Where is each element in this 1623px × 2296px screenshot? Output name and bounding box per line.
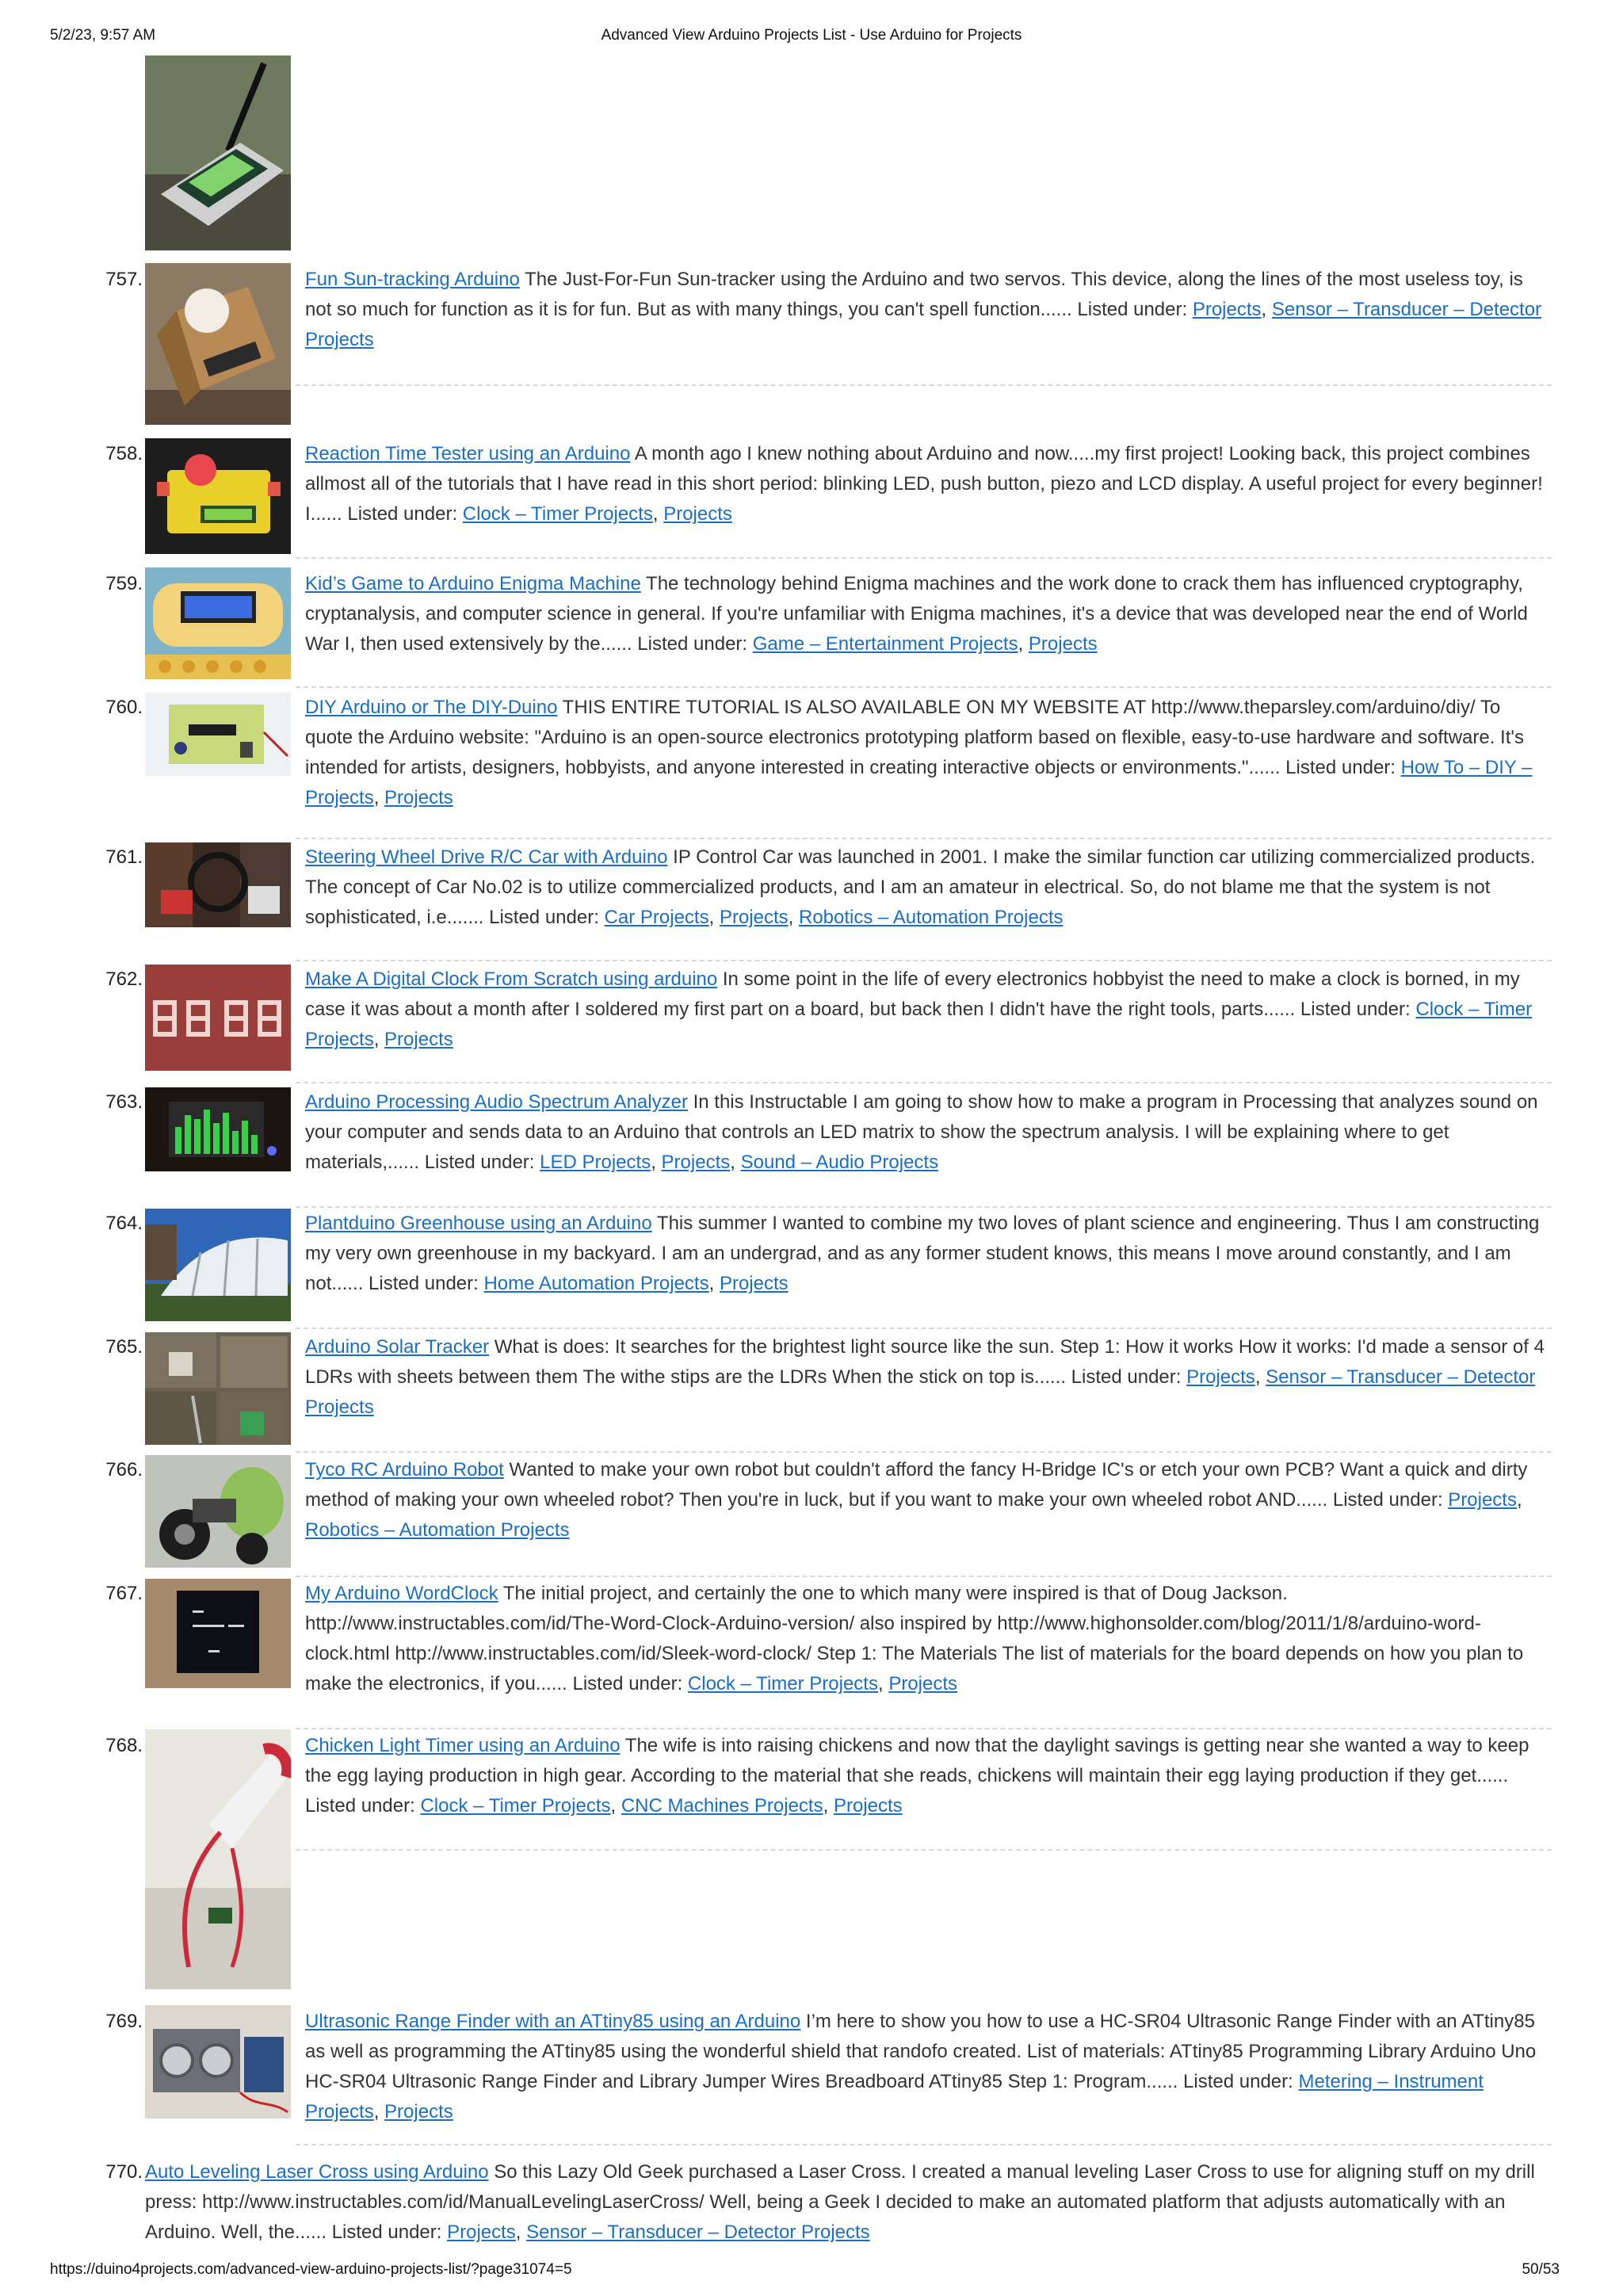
print-datetime: 5/2/23, 9:57 AM [50, 27, 156, 44]
category-link[interactable]: Projects [663, 503, 732, 525]
item-text: Arduino Solar Tracker What is does: It searches for the brightest light source like the sun. Step 1: How it works How it works: I'd made a sensor of 4 LDRs with sheets between them The withe stips are the LDRs When the stick on top is...... Listed under: Projects, Sensor – Transducer – Detector Projects [305, 1336, 1545, 1418]
category-link[interactable]: Clock – Timer Projects [305, 999, 1533, 1050]
category-link[interactable]: Sensor – Transducer – Detector Projects [526, 2222, 870, 2243]
category-link[interactable]: Sound – Audio Projects [740, 1152, 939, 1173]
category-link[interactable]: Projects [1028, 633, 1098, 655]
category-link[interactable]: Projects [661, 1152, 731, 1173]
thumbnail-diy-duino[interactable] [145, 693, 291, 776]
project-link[interactable]: Arduino Processing Audio Spectrum Analyzer [305, 1091, 688, 1113]
thumbnail-wordclock[interactable] [145, 1579, 291, 1688]
item-number: 770. [105, 2161, 143, 2183]
thumbnail-digital-clock[interactable] [145, 965, 291, 1071]
divider [296, 1451, 1552, 1453]
project-link[interactable]: Steering Wheel Drive R/C Car with Arduino [305, 846, 668, 868]
category-link[interactable]: Projects [719, 1273, 789, 1294]
item-number: 761. [105, 846, 143, 868]
item-text: Steering Wheel Drive R/C Car with Arduino IP Control Car was launched in 2001. I make the similar function car utilizing commercialized products. The concept of Car No.02 is to utilize commercialized products, and I am an amateur in electrical. So, do not blame me that the system is not sophisticated, i.e....... Listed under: Car Projects, Projects, Robotics – Automation Projects [305, 846, 1536, 928]
thumbnail-sun-tracker[interactable] [145, 263, 291, 425]
project-link[interactable]: Ultrasonic Range Finder with an ATtiny85 using an Arduino [305, 2011, 801, 2032]
project-link[interactable]: Fun Sun-tracking Arduino [305, 269, 520, 290]
project-link[interactable]: Kid’s Game to Arduino Enigma Machine [305, 573, 641, 594]
item-number: 766. [105, 1459, 143, 1480]
divider [296, 960, 1552, 961]
category-link[interactable]: Home Automation Projects [483, 1273, 709, 1294]
category-link[interactable]: Clock – Timer Projects [462, 503, 653, 525]
category-link[interactable]: Metering – Instrument Projects [305, 2071, 1484, 2122]
item-number: 758. [105, 443, 143, 464]
item-number: 762. [105, 968, 143, 990]
item-number: 768. [105, 1735, 143, 1756]
category-link[interactable]: Robotics – Automation Projects [798, 907, 1064, 928]
thumbnail-chicken-light-timer[interactable] [145, 1729, 291, 1989]
divider [296, 2144, 1552, 2145]
thumbnail-lcd-antenna[interactable] [145, 55, 291, 250]
item-number: 763. [105, 1091, 143, 1113]
thumbnail-rc-car[interactable] [145, 842, 291, 927]
thumbnail-greenhouse[interactable] [145, 1209, 291, 1321]
category-link[interactable]: Sensor – Transducer – Detector Projects [305, 1366, 1536, 1418]
project-link[interactable]: Auto Leveling Laser Cross using Arduino [145, 2161, 489, 2183]
item-text: Make A Digital Clock From Scratch using arduino In some point in the life of every electronics hobbyist the need to make a clock is borned, in my case it was about a month after I soldered my first part on a board, but back then I didn't have the right tools, parts...... Listed under: Clock – Timer Projects, Projects [305, 968, 1533, 1050]
project-link[interactable]: Plantduino Greenhouse using an Arduino [305, 1213, 652, 1234]
thumbnail-solar-tracker[interactable] [145, 1332, 291, 1445]
page-number: 50/53 [1522, 2261, 1560, 2278]
category-link[interactable]: Projects [833, 1795, 903, 1817]
divider [296, 1206, 1552, 1208]
divider [296, 1328, 1552, 1329]
item-text: Arduino Processing Audio Spectrum Analyzer In this Instructable I am going to show how to make a program in Processing that analyzes sound on your computer and sends data to an Arduino that controls an LED matrix to show the spectrum analysis. I will be explaining where to get materials,...... Listed under: LED Projects, Projects, Sound – Audio Projects [305, 1091, 1538, 1173]
project-link[interactable]: My Arduino WordClock [305, 1583, 498, 1604]
item-number: 760. [105, 697, 143, 718]
category-link[interactable]: Sensor – Transducer – Detector Projects [305, 299, 1542, 350]
project-link[interactable]: Arduino Solar Tracker [305, 1336, 490, 1358]
project-link[interactable]: Reaction Time Tester using an Arduino [305, 443, 631, 464]
item-text: My Arduino WordClock The initial project, and certainly the one to which many were inspired is that of Doug Jackson. http://www.instructables.com/id/The-Word-Clock-Arduino-version/ also inspired by http://www.highonsolder.com/blog/2011/1/8/arduino-word-clock.html http://www.instructables.com/id/Sleek-word-clock/ Step 1: The Materials The list of materials for the board depends on how you plan to make the electronics, if you...... Listed under: Clock – Timer Projects, Projects [305, 1583, 1524, 1694]
divider [296, 838, 1552, 839]
project-link[interactable]: Tyco RC Arduino Robot [305, 1459, 504, 1480]
item-number: 759. [105, 573, 143, 594]
category-link[interactable]: Projects [1192, 299, 1262, 320]
thumbnail-tyco-robot[interactable] [145, 1455, 291, 1568]
project-link[interactable]: DIY Arduino or The DIY-Duino [305, 697, 558, 718]
item-number: 767. [105, 1583, 143, 1604]
item-text: Tyco RC Arduino Robot Wanted to make your own robot but couldn't afford the fancy H-Bridge IC's or etch your own PCB? Want a quick and dirty method of making your own wheeled robot? Then you're in luck, but if you want to make your own wheeled robot AND...... Listed under: Projects, Robotics – Automation Projects [305, 1459, 1528, 1541]
category-link[interactable]: Robotics – Automation Projects [305, 1519, 570, 1541]
category-link[interactable]: Projects [447, 2222, 516, 2243]
divider [296, 557, 1552, 559]
item-number: 765. [105, 1336, 143, 1358]
category-link[interactable]: Projects [1448, 1489, 1517, 1511]
thumbnail-reaction-tester[interactable] [145, 438, 291, 554]
category-link[interactable]: Projects [888, 1673, 958, 1694]
thumbnail-spectrum-analyzer[interactable] [145, 1087, 291, 1171]
category-link[interactable]: Projects [384, 787, 453, 808]
item-text: DIY Arduino or The DIY-Duino THIS ENTIRE TUTORIAL IS ALSO AVAILABLE ON MY WEBSITE AT http://www.theparsley.com/arduino/diy/ To quote the Arduino website: "Arduino is an open-source electronics prototyping platform based on flexible, easy-to-use hardware and software. It's intended for artists, designers, hobbyists, and anyone interested in creating interactive objects or environments."...... Listed under: How To – DIY – Projects, Projects [305, 697, 1533, 808]
divider [296, 1576, 1552, 1577]
divider [296, 686, 1552, 688]
item-text: Chicken Light Timer using an Arduino The wife is into raising chickens and now that the daylight savings is getting near she wanted a way to keep the egg laying production in high gear. According to the material that she reads, chickens will maintain their egg laying production if they get...... Listed under: Clock – Timer Projects, CNC Machines Projects, Projects [305, 1735, 1529, 1817]
category-link[interactable]: Projects [1186, 1366, 1255, 1388]
divider [296, 1728, 1552, 1729]
item-text: Fun Sun-tracking Arduino The Just-For-Fun Sun-tracker using the Arduino and two servos. This device, along the lines of the most useless toy, is not so much for function as it is for fun. But as with many things, you can't spell function...... Listed under: Projects, Sensor – Transducer – Detector Projects [305, 269, 1542, 350]
item-text: Auto Leveling Laser Cross using Arduino So this Lazy Old Geek purchased a Laser Cross. I created a manual leveling Laser Cross to use for aligning stuff on my drill press: http://www.instructables.com/id/ManualLevelingLaserCross/ Well, being a Geek I decided to make an automated platform that adjusts automatically with an Arduino. Well, the...... Listed under: Projects, Sensor – Transducer – Detector Projects [145, 2161, 1535, 2243]
category-link[interactable]: Clock – Timer Projects [420, 1795, 611, 1817]
category-link[interactable]: Projects [384, 1029, 453, 1050]
page-title: Advanced View Arduino Projects List - Use Arduino for Projects [601, 27, 1022, 44]
item-text: Ultrasonic Range Finder with an ATtiny85 using an Arduino I’m here to show you how to use a HC-SR04 Ultrasonic Range Finder with an ATtiny85 as well as programming the ATtiny85 using the wonderful shield that randofo created. List of materials: ATtiny85 Programming Library Arduino Uno HC-SR04 Ultrasonic Range Finder and Library Jumper Wires Breadboard ATtiny85 Step 1: Program...... Listed under: Metering – Instrument Projects, Projects [305, 2011, 1537, 2122]
divider [296, 384, 1552, 386]
category-link[interactable]: Car Projects [604, 907, 709, 928]
project-link[interactable]: Chicken Light Timer using an Arduino [305, 1735, 621, 1756]
category-link[interactable]: How To – DIY – Projects [305, 757, 1533, 808]
category-link[interactable]: LED Projects [540, 1152, 651, 1173]
category-link[interactable]: CNC Machines Projects [621, 1795, 823, 1817]
item-number: 769. [105, 2011, 143, 2032]
category-link[interactable]: Projects [719, 907, 789, 928]
item-text: Kid’s Game to Arduino Enigma Machine The technology behind Enigma machines and the work done to crack them has influenced cryptography, cryptanalysis, and computer science in general. If you're unfamiliar with Enigma machines, it's a device that was developed near the end of World War I, then used extensively by the...... Listed under: Game – Entertainment Projects, Projects [305, 573, 1528, 655]
item-text: Plantduino Greenhouse using an Arduino This summer I wanted to combine my two loves of plant science and engineering. Thus I am constructing my very own greenhouse in my backyard. I am an undergrad, and as any former student knows, this means I move around constantly, and I am not...... Listed under: Home Automation Projects, Projects [305, 1213, 1540, 1294]
item-number: 764. [105, 1213, 143, 1234]
thumbnail-ultrasonic-range-finder[interactable] [145, 2005, 291, 2118]
project-link[interactable]: Make A Digital Clock From Scratch using arduino [305, 968, 718, 990]
category-link[interactable]: Projects [384, 2101, 453, 2122]
item-text: Reaction Time Tester using an Arduino A month ago I knew nothing about Arduino and now.....my first project! Looking back, this project combines allmost all of the tutorials that I have read in this short period: blinking LED, push button, piezo and LCD display. A useful project for every beginner! I...... Listed under: Clock – Timer Projects, Projects [305, 443, 1543, 525]
thumbnail-enigma-machine[interactable] [145, 567, 291, 679]
item-number: 757. [105, 269, 143, 290]
category-link[interactable]: Clock – Timer Projects [687, 1673, 878, 1694]
category-link[interactable]: Game – Entertainment Projects [752, 633, 1018, 655]
divider [296, 1082, 1552, 1083]
divider [296, 1849, 1552, 1851]
page-url: https://duino4projects.com/advanced-view-arduino-projects-list/?page31074=5 [50, 2261, 572, 2278]
